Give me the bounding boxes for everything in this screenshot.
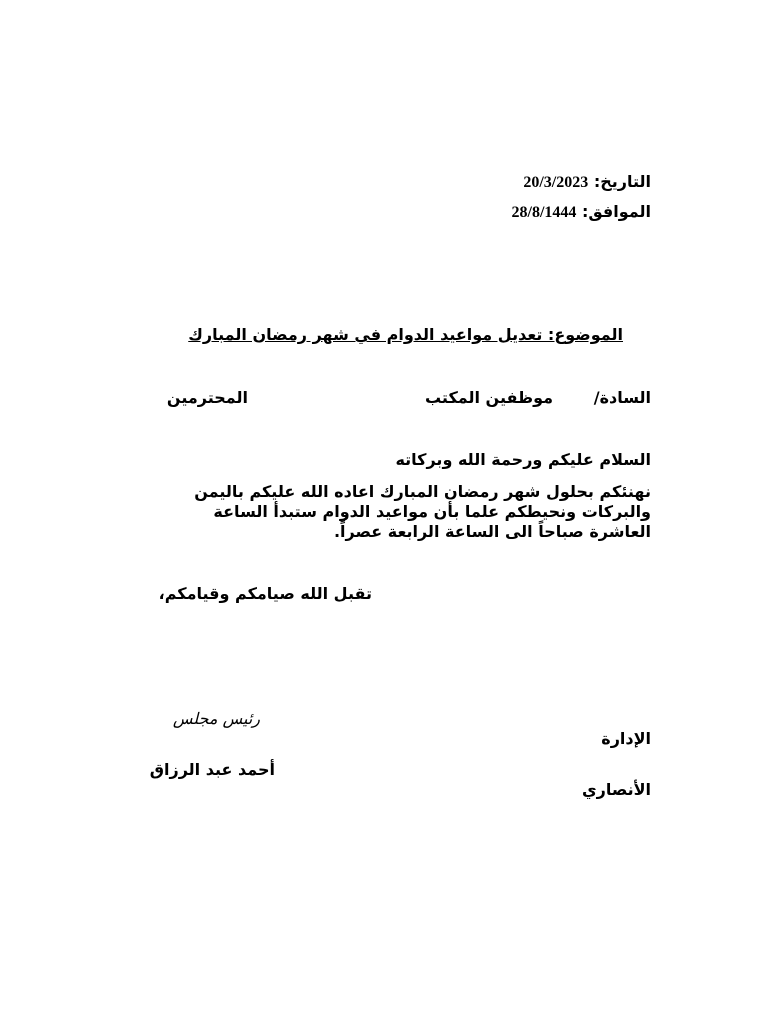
closing: تقبل الله صيامكم وقيامكم، [158, 584, 372, 603]
signature-title-part1: رئيس مجلس [172, 709, 260, 728]
date-value: 20/3/2023 [523, 174, 589, 191]
addressee-honorific: المحترمين [166, 388, 248, 407]
addressee-recipient: موظفين المكتب [424, 388, 553, 407]
hijri-date-label: الموافق: [581, 202, 651, 221]
date-line [523, 172, 651, 193]
greeting: السلام عليكم ورحمة الله وبركاته [395, 450, 651, 469]
date-label: التاريخ: [593, 172, 651, 191]
hijri-date-value: 28/8/1444 [511, 204, 577, 221]
signature-name-part1: أحمد عبد الرزاق [149, 760, 275, 779]
body-line-3: العاشرة صباحاً الى الساعة الرابعة عصراً. [333, 522, 651, 541]
signature-title-part2: الإدارة [601, 729, 651, 748]
hijri-date-line [512, 202, 652, 223]
body-line-1: نهنئكم بحلول شهر رمضان المبارك اعاده الله عليكم باليمن [194, 482, 651, 501]
addressee-title: السادة/ [593, 388, 651, 407]
subject-line: الموضوع: تعديل مواعيد الدوام في شهر رمضان المبارك [188, 325, 623, 344]
body-line-2: والبركات ونحيطكم علما بأن مواعيد الدوام ستبدأ الساعة [213, 502, 651, 521]
signature-name-part2: الأنصاري [581, 780, 651, 799]
